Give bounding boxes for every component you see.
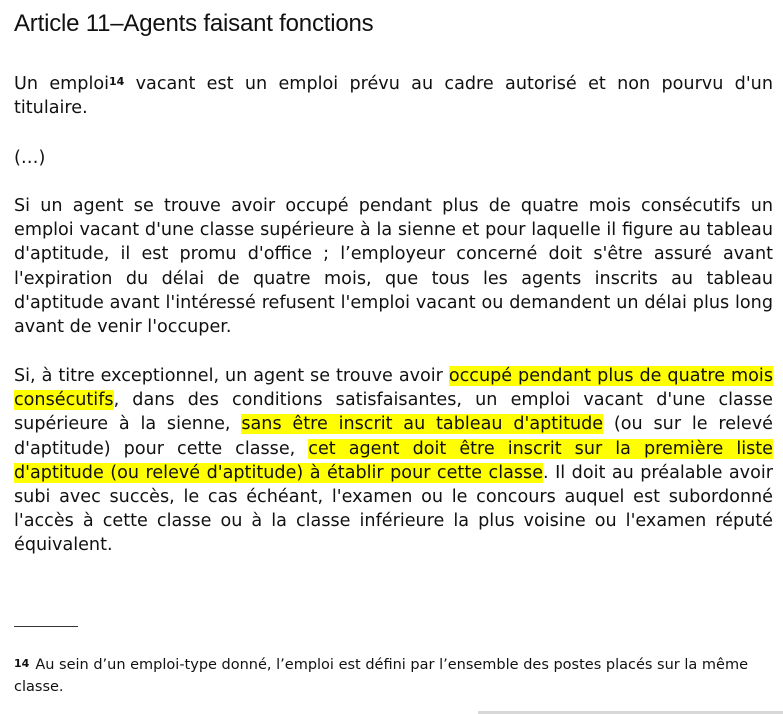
highlighted-text: cet agent doit être inscrit sur la première liste d'aptitude (ou relevé d'aptitude) à établir pour cette classe (14, 438, 774, 483)
paragraph-4-segment: (ou sur le relevé d'aptitude) pour cette classe, (14, 414, 773, 459)
paragraph-titre-exceptionnel (14, 364, 773, 558)
paragraph-4-segment: . Il doit au préalable avoir subi avec succès, le cas échéant, l'examen ou le concours auquel est subordonné l'accès à cette classe ou à la classe inférieure la plus voisine ou l'examen réputé équivalent. (14, 462, 773, 556)
article-title: Article 11–Agents faisant fonctions (14, 10, 374, 37)
paragraph-emploi-vacant (14, 72, 773, 120)
paragraph-promotion-d-office: Si un agent se trouve avoir occupé pendant plus de quatre mois consécutifs un emploi vacant d'une classe supérieure à la sienne et pour laquelle il figure au tableau d'aptitude, il est promu d'office ; l’employeur concerné doit s'être assuré avant l'expiration du délai de quatre mois, que tous les agents inscrits au tableau d'aptitude avant l'intéressé refusent l'emploi vacant ou demandent un délai plus long avant de venir l'occuper. (14, 196, 773, 338)
footnote-number: 14 (14, 657, 30, 670)
paragraph-1-text-start: Un emploi (14, 74, 110, 94)
highlighted-text: sans être inscrit au tableau d'aptitude (241, 414, 604, 435)
paragraph-ellipsis: (…) (14, 148, 46, 168)
footnote (14, 654, 773, 698)
highlighted-text: occupé pendant plus de quatre mois consécutifs (14, 366, 773, 411)
footnote-text: Au sein d’un emploi-type donné, l’emploi est défini par l’ensemble des postes placés sur la même classe. (14, 657, 748, 695)
paragraph-4-segment: Si, à titre exceptionnel, un agent se trouve avoir (14, 366, 449, 386)
footnote-separator (14, 626, 78, 627)
paragraph-1-text-end: vacant est un emploi prévu au cadre autorisé et non pourvu d'un titulaire. (14, 74, 773, 119)
footnote-reference[interactable]: 14 (109, 75, 125, 88)
paragraph-4-segment: , dans des conditions satisfaisantes, un emploi vacant d'une classe supérieure à la sienne, (14, 390, 773, 435)
